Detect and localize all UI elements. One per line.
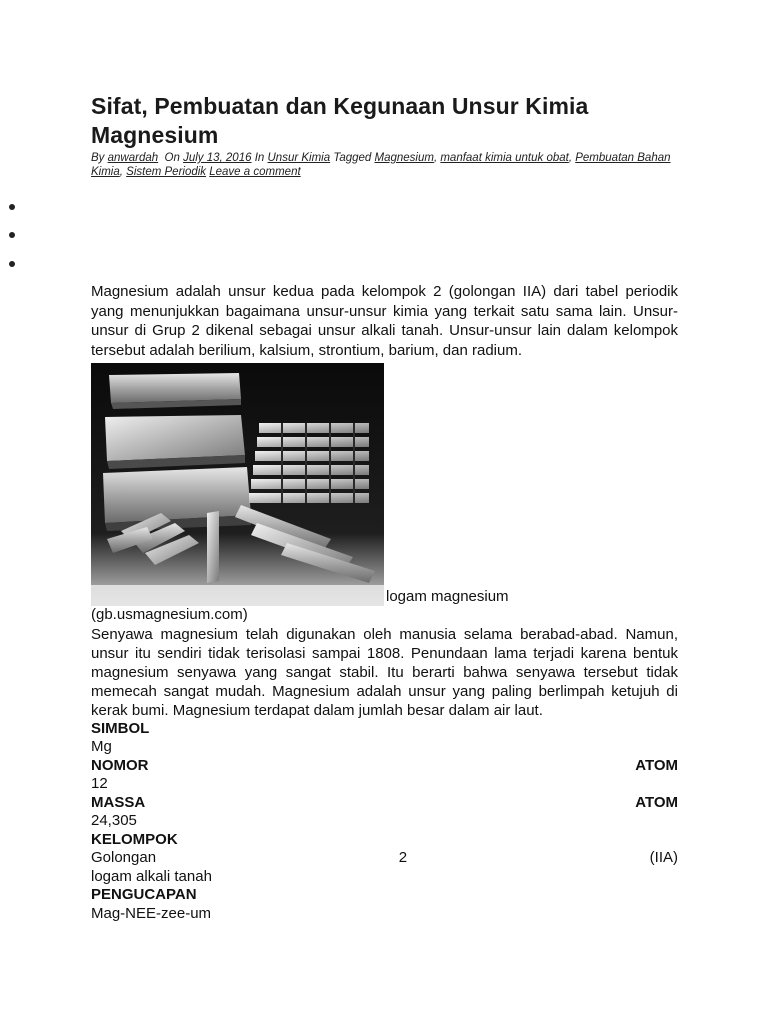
bullet-icon — [9, 232, 15, 238]
tag-link[interactable]: Sistem Periodik — [126, 166, 207, 178]
pronunciation-value: Mag-NEE-zee-um — [91, 904, 212, 922]
category-link[interactable]: Unsur Kimia — [267, 152, 331, 164]
atomic-number-value: 12 — [91, 775, 108, 792]
bullet-icon — [9, 204, 15, 210]
tag-link[interactable]: Pembuatan Bahan Kimia — [91, 152, 671, 178]
atomic-mass-value: 24,305 — [91, 812, 137, 829]
article-body — [91, 282, 678, 923]
intro-paragraph: Magnesium adalah unsur kedua pada kelompok 2 (golongan IIA) dari tabel periodik yang menunjukkan bagaimana unsur-unsur kimia yang terkait satu sama lain. Unsur-unsur di Grup 2 dikenal sebagai unsur alkali tanah. Unsur-unsur lain dalam kelompok tersebut adalah berilium, kalsium, strontium, barium, dan radium. — [91, 283, 678, 359]
symbol-value: Mg — [91, 738, 112, 755]
tag-link[interactable]: Magnesium — [374, 152, 434, 164]
date-link[interactable]: July 13, 2016 — [183, 152, 252, 164]
pronunciation-label: PENGUCAPAN — [91, 886, 197, 903]
symbol-label: SIMBOL — [91, 719, 150, 737]
figure — [91, 363, 678, 606]
author-link[interactable]: anwardah — [107, 152, 159, 164]
atomic-number-label: NOMOR ATOM — [91, 756, 678, 774]
magnesium-ingots-image — [91, 363, 384, 606]
article-header — [91, 92, 678, 179]
group-value: Golongan 2 (IIA) — [91, 849, 678, 866]
group-value-line2: logam alkali tanah — [91, 867, 212, 885]
image-caption: logam magnesium — [386, 588, 509, 605]
history-paragraph: Senyawa magnesium telah digunakan oleh manusia selama berabad-abad. Namun, unsur itu sendiri tidak terisolasi sampai 1808. Penundaan lama terjadi karena bentuk magnesium senyawa yang sangat stabil. Itu berarti bahwa senyawa tersebut tidak memecah sangat mudah. Magnesium adalah unsur yang paling berlimpah ketujuh di kerak bumi. Magnesium terdapat dalam jumlah besar dalam air laut. — [91, 625, 678, 719]
page-title: Sifat, Pembuatan dan Kegunaan Unsur Kimia Magnesium — [91, 93, 589, 148]
group-label: KELOMPOK — [91, 830, 178, 848]
image-source: (gb.usmagnesium.com) — [91, 606, 248, 623]
bullet-icon — [9, 261, 15, 267]
atomic-mass-label: MASSA ATOM — [91, 793, 678, 811]
post-meta: By anwardah On July 13, 2016 In Unsur Kimia Tagged Magnesium, manfaat kimia untuk obat, Pembuatan Bahan Kimia, Sistem Periodik Leave a comment — [91, 152, 671, 178]
leave-comment-link[interactable]: Leave a comment — [209, 166, 301, 178]
tag-link[interactable]: manfaat kimia untuk obat — [440, 152, 569, 164]
